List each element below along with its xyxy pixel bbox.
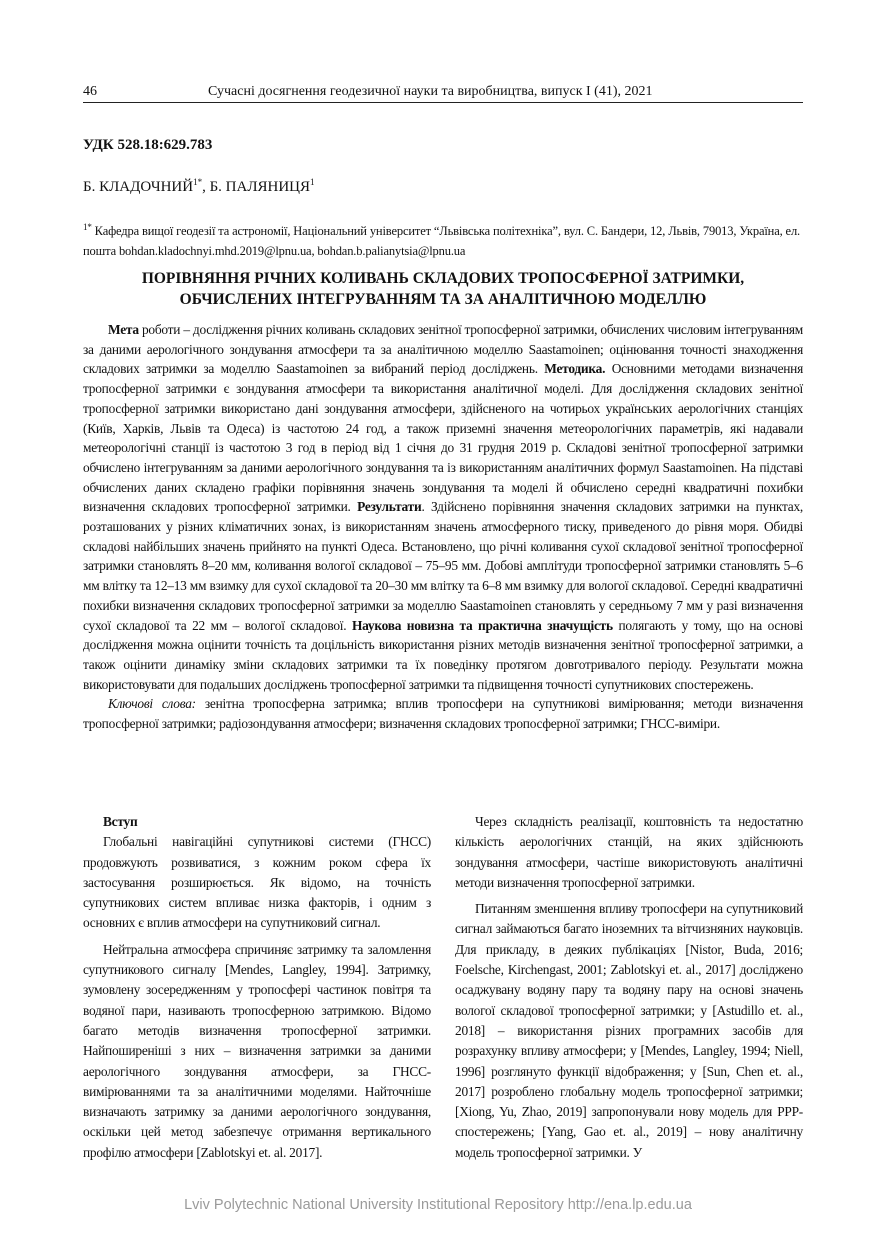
article-title: [83, 268, 803, 310]
author-separator: ,: [202, 179, 210, 195]
right-column: [455, 812, 803, 1169]
method-label: Методика.: [544, 361, 606, 377]
author-1: Б. КЛАДОЧНИЙ: [83, 179, 194, 195]
title-line-2: ОБЧИСЛЕНИХ ІНТЕГРУВАННЯМ ТА ЗА АНАЛІТИЧНОЮ МОДЕЛЛЮ: [179, 291, 707, 308]
abstract-body: [83, 320, 803, 694]
keywords: [83, 694, 803, 733]
results-label: Результати: [357, 499, 422, 515]
method-text: Основними методами визначення тропосферної затримки є зондування атмосфери та використання аналітичної моделі. Для дослідження складових зенітної тропосферної затримки використано дані зондування атмосфери, здійсненого на чотирьох українських аерологічних станціях (Київ, Харків, Львів та Одеса) із частотою 24 год, а також приземні значення метеорологічних параметрів, які надавали метеорологічні станції із частотою 3 год в період від 1 січня до 31 грудня 2019 р. Складові зенітної тропосферної затримки обчислено інтегруванням за даними аерологічного зондування та із використанням аналітичних формул Saastamoinen. На підставі обчислених даних складено графіки порівняння значень зондування та моделі й обчислено середні квадратичні похибки визначення складових тропосферної затримки.: [83, 361, 803, 515]
keywords-label: Ключові слова:: [108, 696, 196, 712]
left-column: [83, 812, 431, 1169]
udk-code: УДК 528.18:629.783: [83, 137, 213, 153]
title-line-1: ПОРІВНЯННЯ РІЧНИХ КОЛИВАНЬ СКЛАДОВИХ ТРОПОСФЕРНОЇ ЗАТРИМКИ,: [141, 270, 745, 287]
section-heading-intro: Вступ: [103, 814, 138, 829]
author-1-sup: 1*: [193, 177, 203, 187]
page-number: 46: [83, 84, 97, 99]
affiliation: [83, 217, 803, 261]
novelty-text: полягають у тому, що на основі дослідження можна оцінити точність та доцільність використання різних методів визначення зенітної тропосферної затримки, а також оцінити динаміку зміни складових затримки та їх поведінку протягом довготривалого періоду. Результати можна використовувати для подальших досліджень тропосферної затримки та підвищення точності супутникових спостережень.: [83, 617, 803, 692]
journal-title: Сучасні досягнення геодезичної науки та виробництва, випуск I (41), 2021: [208, 84, 653, 99]
paragraph: Глобальні навігаційні супутникові системи (ГНСС) продовжують розвиватися, з кожним роком сфера їх застосування розширюється. Як відомо, на точність супутникових систем впливає низка факторів, і одним з основних є вплив атмосфери на супутниковий сигнал.: [83, 834, 431, 931]
abstract: [83, 320, 803, 734]
author-2-sup: 1: [310, 177, 315, 187]
running-header: [83, 84, 803, 103]
keywords-text: зенітна тропосферна затримка; вплив тропосфери на супутникові вимірювання; методи визначення тропосферної затримки; радіозондування атмосфери; визначення складових тропосферної затримки; ГНСС-виміри.: [83, 696, 803, 732]
novelty-label: Наукова новизна та практична значущість: [351, 617, 613, 633]
results-text: . Здійснено порівняння значення складових затримки на пунктах, розташованих у різних кліматичних зонах, із використанням значень атмосферного тиску, приведеного до рівня моря. Обидві складові найбільших значень прийнято на пункті Одеса. Встановлено, що річні коливання сухої складової зенітної тропосферної затримки становлять 8–20 мм, коливання вологої складової – 75–95 мм. Добові амплітуди тропосферної затримки становлять 5–6 мм влітку та 12–13 мм взимку для сухої складової та 20–30 мм влітку та 6–8 мм взимку для вологої складової. Середні квадратичні похибки визначення складових тропосферної затримки за моделлю Saastamoinen становлять у середньому 7 мм у разі визначення сухої складової та 22 мм – вологої складової.: [83, 499, 803, 633]
affiliation-sup: 1*: [83, 222, 92, 232]
aim-label: Мета: [108, 322, 139, 337]
author-2: Б. ПАЛЯНИЦЯ: [209, 179, 311, 195]
aim-text: роботи – дослідження річних коливань складових зенітної тропосферної затримки, обчислених числовим інтегруванням за даними аерологічного зондування атмосфери та за аналітичною моделлю Saastamoinen; оцінювання точності знаходження складових затримки за моделлю Saastamoinen за вибраний період досліджень.: [83, 322, 803, 377]
paragraph: Питанням зменшення впливу тропосфери на супутниковий сигнал займаються багато іноземних та вітчизняних науковців. Для прикладу, в деяких публікаціях [Nistor, Buda, 2016; Foelsche, Kirchengast, 2001; Zablotskyi et. al., 2017] досліджено осаджувану водяну пару та водяну пару на основі значень вологої складової тропосферної затримки; у [Astudillo et. al., 2018] – використання різних програмних засобів для розрахунку впливу атмосфери; у [Mendes, Langley, 1994; Niell, 1996] розглянуто функції відображення; у [Sun, Chen et. al., 2017] розроблено глобальну модель тропосферної затримки; [Xiong, Yu, Zhao, 2019] запропонували нову модель для PPP-спостережень; [Yang, Gao et. al., 2019] – нову аналітичну модель тропосферної затримки. У: [455, 901, 803, 1160]
repository-footer: Lviv Polytechnic National University Institutional Repository http://ena.lp.edu.ua: [184, 1197, 692, 1213]
affiliation-text: Кафедра вищої геодезії та астрономії, Національний університет “Львівська політехніка”, вул. С. Бандери, 12, Львів, 79013, Україна, ел. пошта bohdan.kladochnyi.mhd.2019@lpnu.ua, bohdan.b.palianytsia@lpnu.ua: [83, 224, 801, 259]
authors: [83, 177, 315, 196]
paragraph: Нейтральна атмосфера спричиняє затримку та заломлення супутникового сигналу [Mendes, Langley, 1994]. Затримку, зумовлену зосередженням у тропосфері частинок повітря та водяної пари, називають тропосферною затримкою. Відомо багато методів визначення тропосферної затримки. Найпоширеніші з них – визначення затримки за даними аерологічного зондування атмосфери, за ГНСС-вимірюваннями та за аналітичними моделями. Найточніше визначають затримку за даними аерологічного зондування, оскільки цей метод забезпечує отримання вертикального профілю атмосфери [Zablotskyi et. al. 2017].: [83, 941, 431, 1160]
paragraph: Через складність реалізації, коштовність та недостатню кількість аерологічних станцій, на яких здійснюють зондування атмосфери, частіше використовують аналітичні методи визначення тропосферної затримки.: [455, 814, 803, 890]
